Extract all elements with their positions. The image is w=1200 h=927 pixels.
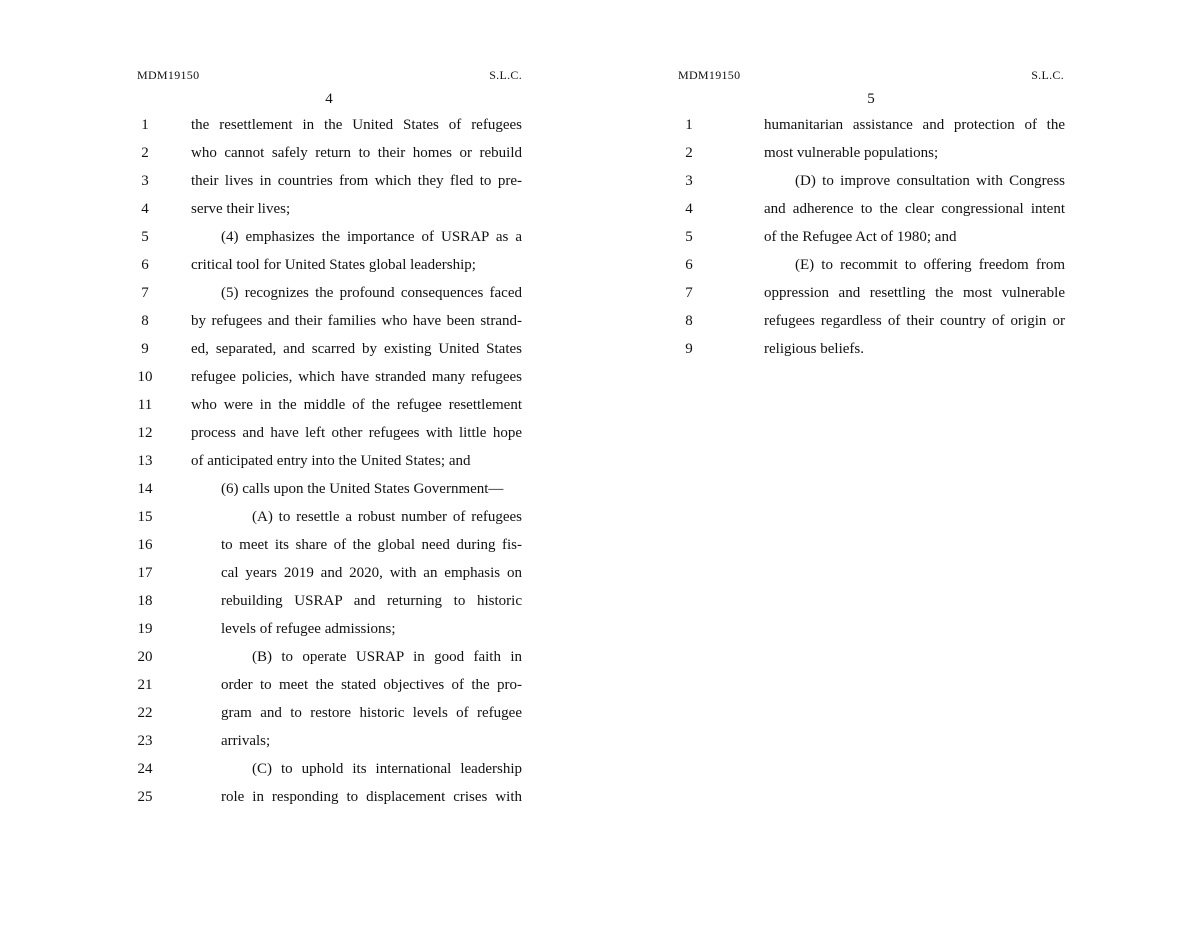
line-text: (5) recognizes the profound consequences faced xyxy=(221,285,522,301)
line-number: 6 xyxy=(141,257,149,273)
text-line xyxy=(0,254,600,282)
text-line xyxy=(0,786,600,814)
line-number: 5 xyxy=(141,229,149,245)
line-text: rebuilding USRAP and returning to historic xyxy=(221,593,522,609)
line-number: 10 xyxy=(137,369,153,385)
text-line xyxy=(600,310,1200,338)
line-number: 5 xyxy=(685,229,693,245)
line-text: role in responding to displacement crises with xyxy=(221,789,522,805)
text-line xyxy=(0,646,600,674)
line-text: who were in the middle of the refugee resettlement xyxy=(191,397,522,413)
line-number: 21 xyxy=(137,677,153,693)
document-tag: S.L.C. xyxy=(1031,68,1064,82)
text-line xyxy=(0,394,600,422)
page-5 xyxy=(600,0,1200,927)
document-id: MDM19150 xyxy=(678,68,741,82)
line-text: (4) emphasizes the importance of USRAP as a xyxy=(221,229,522,245)
line-text: process and have left other refugees with little hope xyxy=(191,425,522,441)
line-text: of anticipated entry into the United States; and xyxy=(191,453,471,469)
line-number: 25 xyxy=(137,789,153,805)
line-number: 20 xyxy=(137,649,153,665)
line-text: (C) to uphold its international leadership xyxy=(252,761,522,777)
line-text: (A) to resettle a robust number of refugees xyxy=(252,509,522,525)
line-text: levels of refugee admissions; xyxy=(221,621,396,637)
text-line xyxy=(0,114,600,142)
line-number: 3 xyxy=(685,173,693,189)
line-number: 12 xyxy=(137,425,153,441)
line-text: (E) to recommit to offering freedom from xyxy=(795,257,1065,273)
text-line xyxy=(600,114,1200,142)
page-number: 4 xyxy=(325,91,333,107)
line-text: the resettlement in the United States of refugees xyxy=(191,117,522,133)
text-line xyxy=(0,506,600,534)
text-line xyxy=(0,366,600,394)
line-text: by refugees and their families who have been strand- xyxy=(191,313,522,329)
line-number: 4 xyxy=(141,201,149,217)
line-number: 13 xyxy=(137,453,153,469)
line-number: 7 xyxy=(141,285,149,301)
line-number: 24 xyxy=(137,761,153,777)
line-text: who cannot safely return to their homes or rebuild xyxy=(191,145,522,161)
line-number: 18 xyxy=(137,593,153,609)
line-text: humanitarian assistance and protection of the xyxy=(764,117,1065,133)
line-text: serve their lives; xyxy=(191,201,291,217)
line-text: gram and to restore historic levels of refugee xyxy=(221,705,522,721)
line-number: 9 xyxy=(685,341,693,357)
text-line xyxy=(0,170,600,198)
text-line xyxy=(600,226,1200,254)
text-line xyxy=(0,590,600,618)
text-line xyxy=(0,534,600,562)
line-number: 11 xyxy=(137,397,153,413)
text-line xyxy=(600,170,1200,198)
line-text: critical tool for United States global leadership; xyxy=(191,257,476,273)
text-line xyxy=(0,758,600,786)
line-text: arrivals; xyxy=(221,733,271,749)
line-number: 23 xyxy=(137,733,153,749)
line-number: 15 xyxy=(137,509,153,525)
line-number: 1 xyxy=(141,117,149,133)
line-number: 7 xyxy=(685,285,693,301)
line-number: 16 xyxy=(137,537,153,553)
line-text: refugees regardless of their country of origin or xyxy=(764,313,1065,329)
text-line xyxy=(600,142,1200,170)
line-number: 8 xyxy=(141,313,149,329)
line-number: 8 xyxy=(685,313,693,329)
line-text: order to meet the stated objectives of the pro- xyxy=(221,677,522,693)
text-line xyxy=(0,338,600,366)
text-line xyxy=(600,254,1200,282)
line-number: 4 xyxy=(685,201,693,217)
line-text: to meet its share of the global need during fis- xyxy=(221,537,522,553)
text-line xyxy=(0,730,600,758)
line-number: 19 xyxy=(137,621,153,637)
text-line xyxy=(0,310,600,338)
text-line xyxy=(0,282,600,310)
line-number: 17 xyxy=(137,565,153,581)
line-text: ed, separated, and scarred by existing United States xyxy=(191,341,522,357)
numbered-lines xyxy=(0,114,600,814)
numbered-lines xyxy=(600,114,1200,366)
line-number: 22 xyxy=(137,705,153,721)
text-line xyxy=(0,198,600,226)
document-id: MDM19150 xyxy=(137,68,200,82)
line-number: 2 xyxy=(141,145,149,161)
line-number: 1 xyxy=(685,117,693,133)
text-line xyxy=(0,422,600,450)
text-line xyxy=(0,562,600,590)
line-text: (6) calls upon the United States Government— xyxy=(221,481,504,497)
line-text: religious beliefs. xyxy=(764,341,864,357)
line-number: 9 xyxy=(141,341,149,357)
text-line xyxy=(0,674,600,702)
line-number: 2 xyxy=(685,145,693,161)
text-line xyxy=(0,142,600,170)
text-line xyxy=(600,282,1200,310)
text-line xyxy=(0,702,600,730)
line-text: (D) to improve consultation with Congress xyxy=(795,173,1065,189)
line-text: cal years 2019 and 2020, with an emphasis on xyxy=(221,565,522,581)
text-line xyxy=(0,226,600,254)
line-text: and adherence to the clear congressional intent xyxy=(764,201,1065,217)
line-text: oppression and resettling the most vulnerable xyxy=(764,285,1065,301)
text-line xyxy=(0,450,600,478)
line-text: refugee policies, which have stranded many refugees xyxy=(191,369,522,385)
line-number: 3 xyxy=(141,173,149,189)
text-line xyxy=(0,618,600,646)
document-tag: S.L.C. xyxy=(489,68,522,82)
line-number: 6 xyxy=(685,257,693,273)
text-line xyxy=(600,338,1200,366)
line-text: their lives in countries from which they fled to pre- xyxy=(191,173,522,189)
text-line xyxy=(600,198,1200,226)
line-text: most vulnerable populations; xyxy=(764,145,939,161)
line-text: (B) to operate USRAP in good faith in xyxy=(252,649,522,665)
page-number: 5 xyxy=(867,91,875,107)
text-line xyxy=(0,478,600,506)
line-text: of the Refugee Act of 1980; and xyxy=(764,229,957,245)
line-number: 14 xyxy=(137,481,153,497)
